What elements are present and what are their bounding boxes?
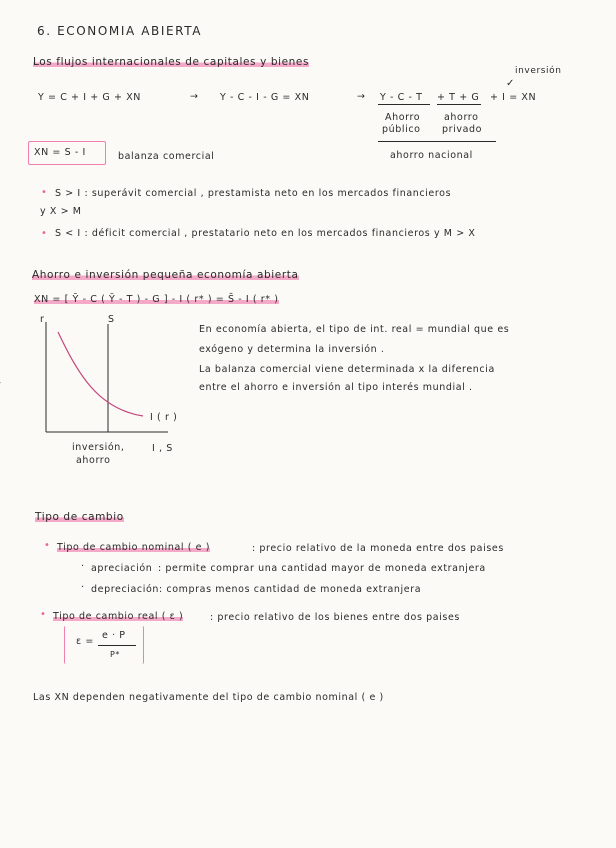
graph-y-axis-label (0, 334, 1, 392)
depreciacion-term: depreciación (91, 584, 160, 595)
exchange-heading: Tipo de cambio (35, 511, 124, 523)
real-formula-numerator: e · P (102, 630, 126, 641)
graph-x-axis-right-label: I , S (152, 443, 173, 454)
graph-x-label-2: ahorro (76, 455, 111, 466)
equation-xn: Y - C - I - G = XN (220, 92, 310, 103)
small-economy-heading: Ahorro e inversión pequeña economía abierta (32, 269, 299, 281)
apreciacion-term: apreciación (91, 563, 153, 574)
ahorro-privado-label-2: privado (442, 124, 483, 135)
real-term: Tipo de cambio real ( ε ) (53, 611, 184, 622)
bullet-text: S > I : superávit comercial , prestamista neto en los mercados financieros (55, 188, 452, 199)
bullet-text-cont: y X > M (40, 206, 82, 217)
explanation-line: En economía abierta, el tipo de int. real = mundial que es (199, 324, 510, 335)
bullet-icon: • (44, 540, 50, 551)
explanation-line: entre el ahorro e inversión al tipo interés mundial . (199, 382, 473, 393)
apreciacion-definition: : permite comprar una cantidad mayor de moneda extranjera (158, 563, 486, 574)
equation-gdp: Y = C + I + G + XN (38, 92, 142, 103)
arrow-icon: → (190, 91, 199, 102)
page-title: 6. ECONOMIA ABIERTA (37, 24, 203, 38)
fraction-bar (98, 645, 136, 646)
underline (378, 104, 430, 105)
nominal-definition: : precio relativo de la moneda entre dos paises (252, 543, 504, 554)
nominal-term: Tipo de cambio nominal ( e ) (57, 542, 211, 553)
flows-heading: Los flujos internacionales de capitales y bienes (33, 56, 310, 68)
equation-savings-c: + I = XN (490, 92, 537, 103)
real-definition: : precio relativo de los bienes entre dos paises (210, 612, 460, 623)
underline (378, 141, 496, 142)
ahorro-privado-label: ahorro (444, 112, 479, 123)
real-formula-lhs: ε = (76, 636, 94, 647)
boxed-equation: XN = S - I (34, 147, 86, 158)
explanation-line: exógeno y determina la inversión . (199, 344, 385, 355)
small-economy-formula: XN = [ Ȳ - C ( Ȳ - T ) - G ] - I ( r* ) = S̄ - I ( r* ) (34, 294, 279, 305)
sub-bullet-icon: · (81, 582, 85, 593)
bullet-icon: • (41, 187, 47, 198)
equation-savings-b: + T + G (437, 92, 480, 103)
graph-curve-label: I ( r ) (150, 412, 178, 423)
graph-s-label: S (108, 314, 115, 325)
real-formula-denominator: P* (110, 650, 121, 659)
bullet-icon: • (40, 609, 46, 620)
depreciacion-definition: : compras menos cantidad de moneda extranjera (159, 584, 422, 595)
bullet-text: S < I : déficit comercial , prestatario neto en los mercados financieros y M > X (55, 228, 476, 239)
arrow-icon: → (357, 91, 366, 102)
explanation-line: La balanza comercial viene determinada x la diferencia (199, 364, 495, 375)
closing-line: Las XN dependen negativamente del tipo de cambio nominal ( e ) (33, 692, 384, 703)
graph-y-top-label: r (40, 314, 45, 325)
check-mark-icon: ✓ (506, 78, 515, 89)
investment-curve (58, 332, 143, 416)
ahorro-nacional-label: ahorro nacional (390, 150, 473, 161)
investment-graph (28, 314, 178, 444)
bullet-icon: • (41, 228, 47, 239)
ahorro-publico-label-2: público (382, 124, 421, 135)
graph-x-label: inversión, (72, 442, 125, 453)
underline (437, 104, 481, 105)
equation-savings-a: Y - C - T (380, 92, 423, 103)
inversion-note: inversión (515, 66, 562, 76)
ahorro-publico-label: Ahorro (385, 112, 421, 123)
balanza-comercial-label: balanza comercial (118, 151, 215, 162)
sub-bullet-icon: · (81, 561, 85, 572)
